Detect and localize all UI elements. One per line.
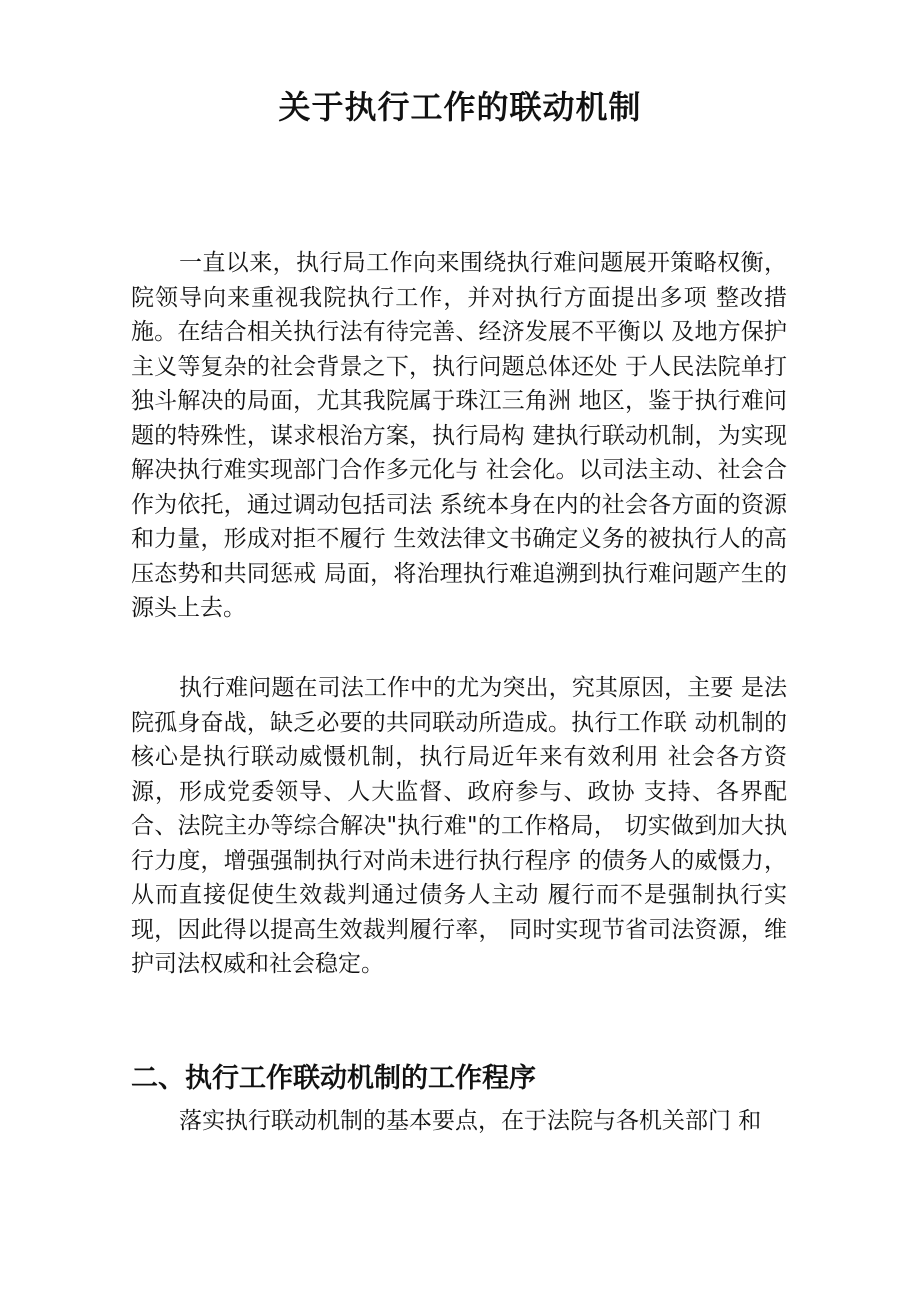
section-heading: 二、执行工作联动机制的工作程序	[131, 1063, 536, 1094]
paragraph-1: 一直以来，执行局工作向来围绕执行难问题展开策略权衡，院领导向来重视我院执行工作，并对执行方面提出多项 整改措施。在结合相关执行法有待完善、经济发展不平衡以 及地方保护主义等复杂的社会背景之下，执行问题总体还处 于人民法院单打独斗解决的局面，尤其我院属于珠江三角洲 地区，鉴于执行难问题的特殊性，谋求根治方案，执行局构 建执行联动机制，为实现解决执行难实现部门合作多元化与 社会化。以司法主动、社会合作为依托，通过调动包括司法 系统本身在内的社会各方面的资源和力量，形成对拒不履行 生效法律文书确定义务的被执行人的高压态势和共同惩戒 局面，将治理执行难追溯到执行难问题产生的源头上去。	[131, 250, 787, 621]
section-paragraph-1: 落实执行联动机制的基本要点，在于法院与各机关部门 和	[179, 1108, 762, 1134]
document-title: 关于执行工作的联动机制	[278, 88, 642, 126]
paragraph-2: 执行难问题在司法工作中的尤为突出，究其原因，主要 是法院孤身奋战，缺乏必要的共同联动所造成。执行工作联 动机制的核心是执行联动威慑机制，执行局近年来有效利用 社会各方资源，形成党委领导、人大监督、政府参与、政协 支持、各界配合、法院主办等综合解决"执行难"的工作格局， 切实做到加大执行力度，增强强制执行对尚未进行执行程序 的债务人的威慑力，从而直接促使生效裁判通过债务人主动 履行而不是强制执行实现，因此得以提高生效裁判履行率， 同时实现节省司法资源，维护司法权威和社会稳定。	[131, 675, 787, 977]
